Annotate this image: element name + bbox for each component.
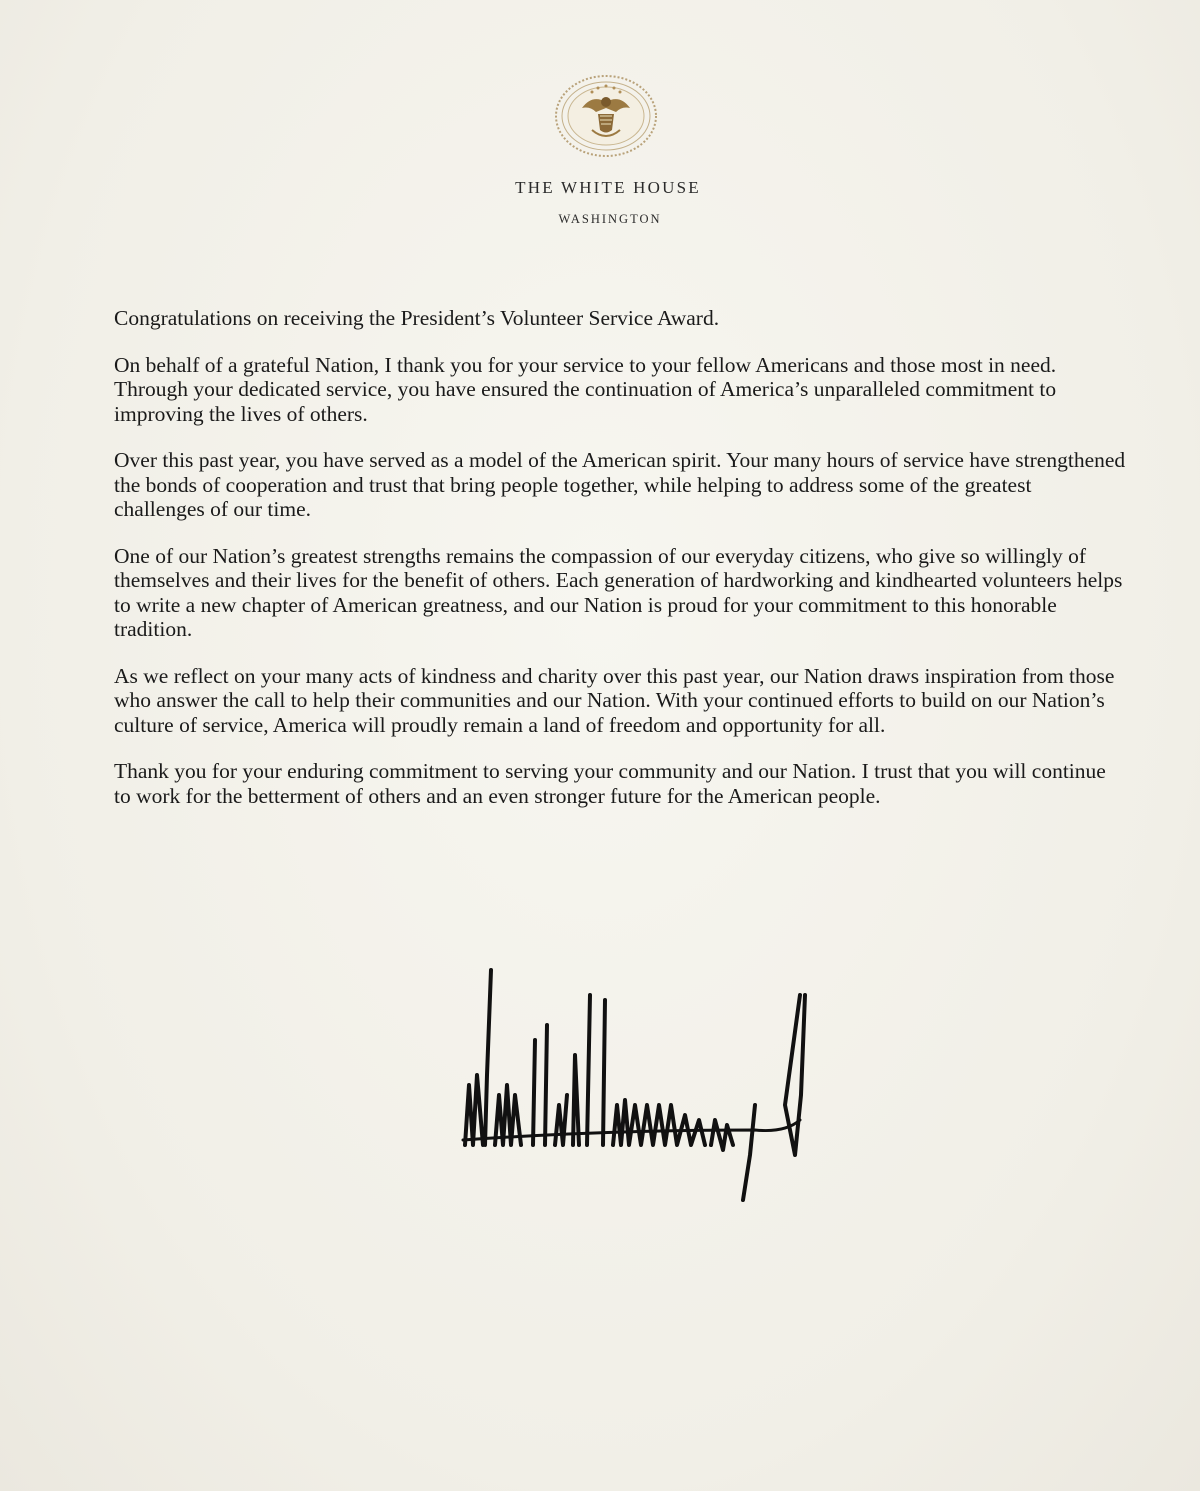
paragraph-2: On behalf of a grateful Nation, I thank you for your service to your fellow Americans and those most in need. Through your dedicated service, you have ensured the continuation of America’s unparalleled commitment to improving the lives of others. — [114, 352, 1057, 426]
signature-icon — [455, 955, 815, 1205]
letterhead-location: WASHINGTON — [558, 212, 662, 226]
presidential-seal-icon — [552, 72, 660, 160]
paragraph-3: Over this past year, you have served as a model of the American spirit. Your many hours of service have strengthened the bonds of cooperation and trust that bring people together, while helping to address some of the greatest challenges of our time. — [114, 448, 1126, 521]
paragraph-4: One of our Nation’s greatest strengths remains the compassion of our everyday citizens, who give so willingly of themselves and their lives for the benefit of others. Each generation of hardworking and kindhearted volunteers helps to write a new chapter of American greatness, and our Nation is proud for your commitment to this honorable tradition. — [114, 543, 1123, 641]
paragraph-6: Thank you for your enduring commitment to serving your community and our Nation. I trust that you will continue to work for the betterment of others and an even stronger future for the American people. — [114, 759, 1106, 808]
letterhead-title: THE WHITE HOUSE — [515, 178, 701, 197]
paragraph-1: Congratulations on receiving the President’s Volunteer Service Award. — [114, 306, 720, 330]
letter-body — [114, 306, 1126, 830]
paragraph-5: As we reflect on your many acts of kindness and charity over this past year, our Nation draws inspiration from those who answer the call to help their communities and our Nation. With your continued efforts to build on our Nation’s culture of service, America will proudly remain a land of freedom and opportunity for all. — [114, 663, 1115, 737]
